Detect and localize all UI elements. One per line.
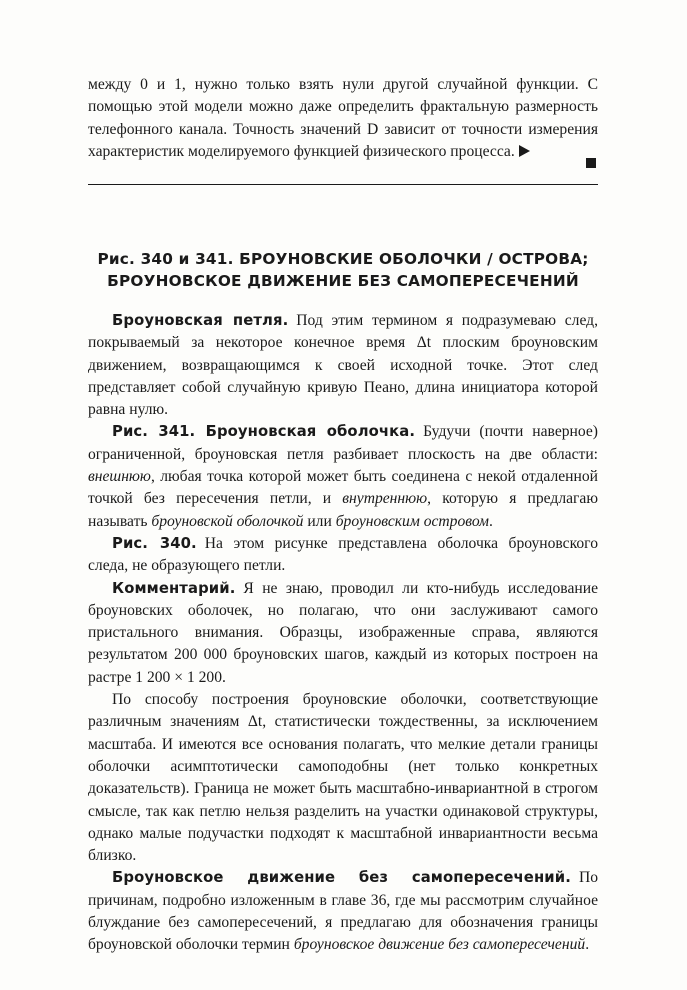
lead-loop: Броуновская петля. [112,312,289,329]
text-comment-2: По способу построения броуновские оболочки, соответствующие различным значениям Δt, статистически тождественны, за исключением масштаба. И имеются все основания полагать, что мелкие детали границы оболочки асимптотически самоподобны (нет только конкретных доказательств). Граница не может быть масштабно-инвариантной в строгом смысле, так как петлю нельзя разделить на участки одинаковой структуры, однако малые подучастки подходят к масштабной инвариантности весьма близко. [88,691,598,865]
text-self-avoiding-b: . [585,936,590,954]
lead-hull: Рис. 341. Броуновская оболочка. [112,423,416,441]
text-hull-d: или [303,512,336,530]
ital-hull-d: броуновским островом [335,512,489,530]
text-hull-e: . [489,512,493,530]
ital-hull-c: броуновской оболочкой [151,512,304,530]
lead-comment: Комментарий. [112,579,236,597]
text-comment: Я не знаю, проводил ли кто-нибудь исследование броуновских оболочек, но полагаю, что они заслуживают самого пристального внимания. Образцы, изображенные справа, являются результатом 200 000 броуновских шагов, каждый из которых построен на растре 1 200 × 1 200. [88,579,598,686]
text-self-avoiding-a: По причинам, подробно изложенным в главе 36, где мы рассмотрим случайное блуждание без самопересечений, я предлагаю для обозначения границы броуновской оболочки термин [88,869,598,954]
text-loop: Под этим термином я подразумеваю след, покрываемый за некоторое конечное время Δt плоским броуновским движением, возвращающимся к своей исходной точке. Этот след представляет собой случайную кривую Пеано, длина инициатора которой равна нулю. [88,312,599,419]
lead-self-avoiding: Броуновское движение без самопересечений. [112,869,571,887]
paragraph-self-avoiding [88,867,598,956]
top-paragraph-text: между 0 и 1, нужно только взять нули другой случайной функции. С помощью этой модели можно даже определить фрактальную размерность телефонного канала. Точность значений D зависит от точности измерения характеристик моделируемого функцией физического процесса. [88,76,598,160]
page [88,74,599,954]
end-triangle-icon [519,145,530,157]
paragraph-loop [88,310,598,421]
text-hull-a: Будучи (почти наверное) ограниченной, броуновская петля разбивает плоскость на две области: [88,423,598,463]
section-divider [88,184,598,185]
end-square-icon [586,158,596,168]
text-hull-c: , которую я предлагаю называть [88,490,598,530]
paragraph-comment [88,578,598,689]
ital-self-avoiding-a: броуновское движение без самопересечений [293,936,586,954]
lead-fig340: Рис. 340. [112,534,197,552]
heading-line-2: БРОУНОВСКОЕ ДВИЖЕНИЕ БЕЗ САМОПЕРЕСЕЧЕНИЙ [107,272,579,290]
paragraph-hull [88,421,598,532]
paragraph-fig340 [88,533,598,578]
top-paragraph [88,74,598,163]
text-hull-b: , любая точка которой может быть соединена с некой отдаленной точкой без пересечения петли, и [88,468,598,508]
section-heading [88,248,598,292]
ital-hull-b: внутреннюю [342,490,428,508]
paragraph-comment-2 [88,689,598,867]
text-fig340: На этом рисунке представлена оболочка броуновского следа, не образующего петли. [88,534,598,575]
ital-hull-a: внешнюю [88,468,151,486]
section-body [88,310,598,957]
heading-line-1: Рис. 340 и 341. БРОУНОВСКИЕ ОБОЛОЧКИ / ОСТРОВА; [97,250,589,268]
